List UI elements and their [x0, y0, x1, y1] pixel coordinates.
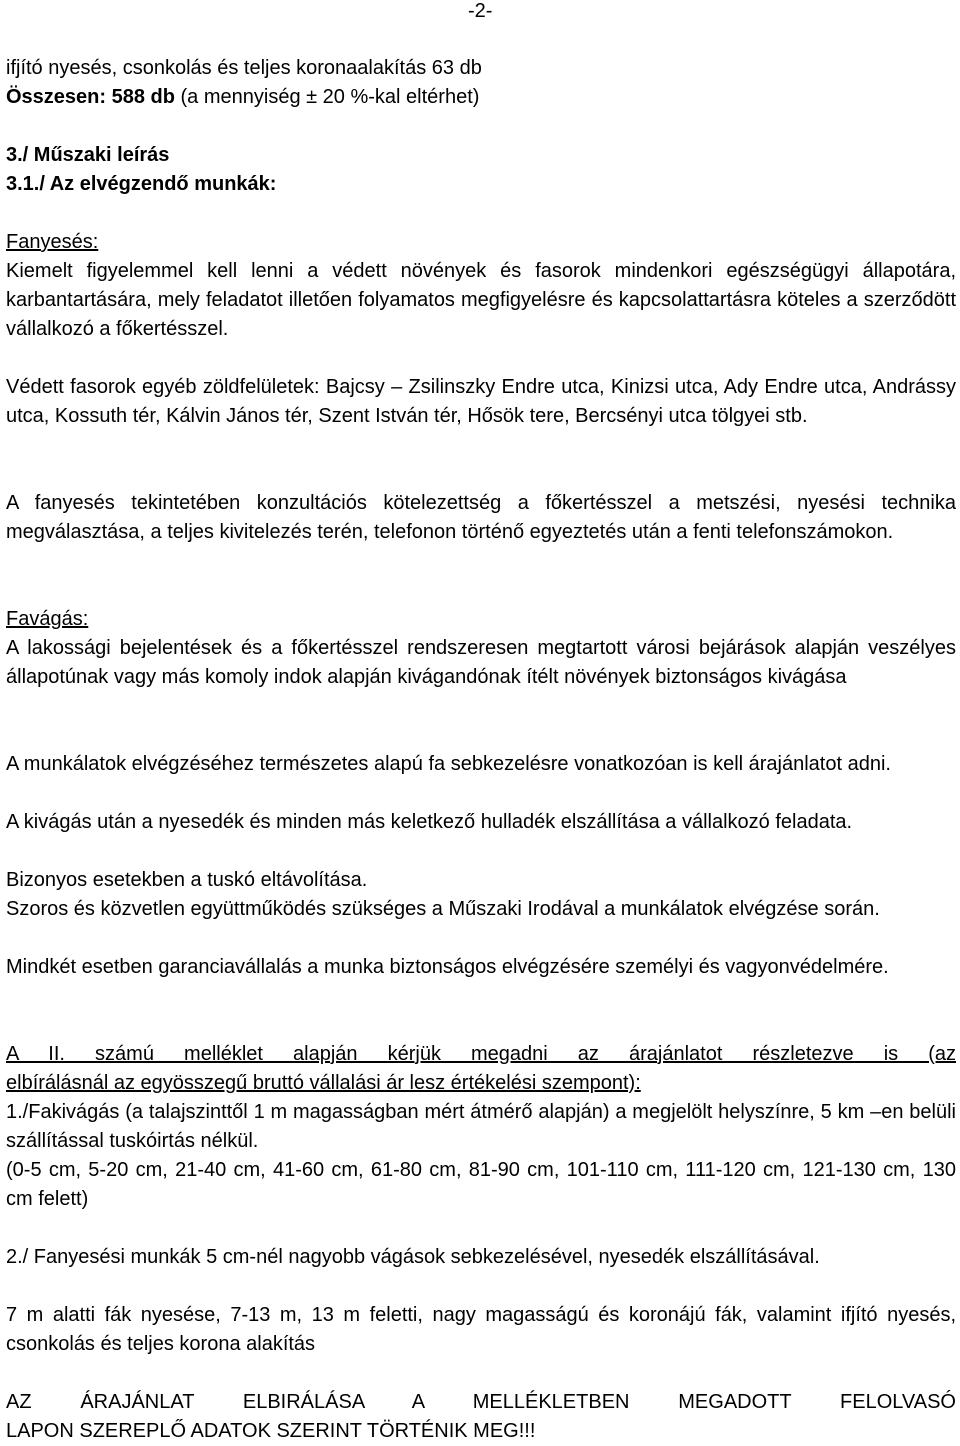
melleklet-line2: elbírálásnál az egyösszegű bruttó vállalási ár lesz értékelési szempont): — [6, 1072, 641, 1094]
vedett-paragraph: Védett fasorok egyéb zöldfelületek: Bajcsy – Zsilinszky Endre utca, Kinizsi utca, Ady Endre utca, Andrássy utca, Kossuth tér, Kálvin János tér, Szent István tér, Hősök tere, Bercsényi utca tölgyei stb. — [6, 376, 956, 427]
footer-line2: LAPON SZEREPLŐ ADATOK SZERINT TÖRTÉNIK MEG!!! — [6, 1420, 536, 1442]
fanyeses-label: Fanyesés: — [6, 231, 99, 253]
favagas-text: A lakossági bejelentések és a főkertésszel rendszeresen megtartott városi bejárások alapján veszélyes állapotúnak vagy más komoly indok alapján kivágandónak ítélt növények biztonságos kivágása — [6, 637, 956, 688]
melleklet-intro — [6, 1040, 956, 1098]
favagas-label: Favágás: — [6, 608, 89, 630]
fanyeses-paragraph — [6, 228, 956, 344]
summary-line: ifjító nyesés, csonkolás és teljes koronaalakítás 63 db — [6, 57, 482, 79]
section-headings — [6, 141, 956, 199]
melleklet-item3: 7 m alatti fák nyesése, 7-13 m, 13 m feletti, nagy magasságú és koronájú fák, valamint ifjító nyesés, csonkolás és teljes korona alakítás — [6, 1304, 956, 1355]
munkalatok-p1: A munkálatok elvégzéséhez természetes alapú fa sebkezelésre vonatkozóan is kell árajánlatot adni. — [6, 753, 891, 775]
page-number: -2- — [468, 0, 493, 22]
konzultacio-paragraph: A fanyesés tekintetében konzultációs kötelezettség a főkertésszel a metszési, nyesési technika megválasztása, a teljes kivitelezés terén, telefonon történő egyeztetés után a fenti telefonszámokon. — [6, 492, 956, 543]
summary-total — [6, 83, 956, 112]
fanyeses-text: Kiemelt figyelemmel kell lenni a védett növények és fasorok mindenkori egészségügyi állapotára, karbantartására, mely feladatot illetően folyamatos megfigyelésre és kapcsolattartásra köteles a szerződött vállalkozó a főkertésszel. — [6, 260, 956, 340]
melleklet-line1: A II. számú melléklet alapján kérjük megadni az árajánlatot részletezve is (az — [6, 1043, 956, 1065]
section-subheading: 3.1./ Az elvégzendő munkák: — [6, 173, 277, 195]
footer-line1: AZ ÁRAJÁNLAT ELBIRÁLÁSA A MELLÉKLETBEN MEGADOTT FELOLVASÓ — [6, 1391, 956, 1413]
munkalatok-p2: A kivágás után a nyesedék és minden más keletkező hulladék elszállítása a vállalkozó feladata. — [6, 811, 853, 833]
melleklet-item1: 1./Fakivágás (a talajszinttől 1 m magasságban mért átmérő alapján) a megjelölt helyszínre, 5 km –en belüli szállítással tuskóirtás nélkül. — [6, 1101, 956, 1152]
total-label: Összesen: 588 db — [6, 86, 175, 108]
summary-block — [6, 54, 956, 112]
melleklet-sizes: (0-5 cm, 5-20 cm, 21-40 cm, 41-60 cm, 61-80 cm, 81-90 cm, 101-110 cm, 111-120 cm, 121-130 cm, 130 cm felett) — [6, 1159, 956, 1210]
total-note: (a mennyiség ± 20 %-kal eltérhet) — [174, 86, 480, 108]
munkalatok-p4: Szoros és közvetlen együttműködés szükséges a Műszaki Irodával a munkálatok elvégzése során. — [6, 898, 880, 920]
section-heading: 3./ Műszaki leírás — [6, 144, 170, 166]
munkalatok-p3: Bizonyos esetekben a tuskó eltávolítása. — [6, 869, 368, 891]
footer-notice — [6, 1388, 956, 1446]
favagas-paragraph — [6, 605, 956, 692]
munkalatok-p5: Mindkét esetben garanciavállalás a munka biztonságos elvégzésére személyi és vagyonvédelmére. — [6, 956, 889, 978]
melleklet-item2: 2./ Fanyesési munkák 5 cm-nél nagyobb vágások sebkezelésével, nyesedék elszállításával. — [6, 1246, 820, 1268]
